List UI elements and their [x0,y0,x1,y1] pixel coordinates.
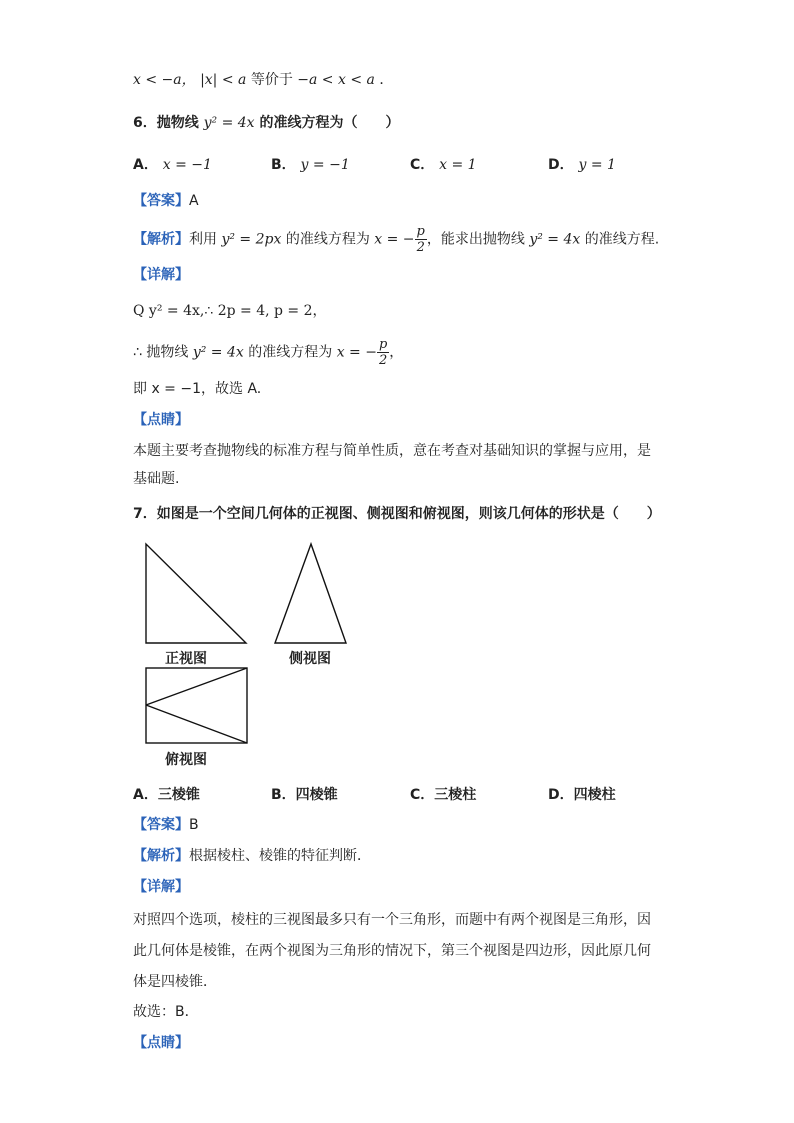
question-number: 6． [133,115,157,131]
question-6-stem [133,113,399,133]
fraction-numerator: p [378,337,388,352]
option-b [271,784,338,804]
detail-tag: 【详解】 [133,267,189,283]
range-inequality: −a < x < a [297,72,375,88]
front-view-triangle [146,544,246,643]
analysis-math: x = − [374,231,415,248]
stem-text: 抛物线 [156,115,199,131]
option-text: y = −1 [300,157,350,173]
answer-line [133,191,199,211]
comment-heading [133,1033,189,1053]
top-view-diagonal-upper [146,668,247,705]
answer-tag: 【答案】 [133,817,189,833]
detail-line-1: Q y² = 4x,∴ 2p = 4, p = 2， [133,303,327,319]
stem-text: 如图是一个空间几何体的正视图、侧视图和俯视图，则该几何体的形状是（ ） [156,506,661,522]
continuation-line [133,70,393,90]
detail-text: 对照四个选项，棱柱的三视图最多只有一个三角形，而题中有两个视图是三角形，因此几何体是棱锥，在两个视图为三角形的情况下，第三个视图是四边形，因此原几何体是四棱锥． [133,912,651,990]
analysis-math: y² = 2px [221,231,282,248]
option-text: 四棱柱 [573,787,616,803]
top-view-rectangle [146,668,247,743]
question-number: 7． [133,506,157,522]
detail-text: ， [389,344,404,361]
analysis-text: 的准线方程. [584,231,660,248]
detail-math: y² = 4x [192,344,244,361]
option-text: x = 1 [439,157,477,173]
fraction-denominator: 2 [378,353,388,368]
detail-heading [133,877,189,897]
option-d [548,154,616,174]
detail-text: 的准线方程为 [248,344,333,361]
detail-line-2 [133,337,403,368]
detail-tag: 【详解】 [133,879,189,895]
fraction-numerator: p [416,224,425,239]
option-letter: A． [133,787,158,803]
front-view-label: 正视图 [165,651,207,667]
option-a [133,784,200,804]
analysis-text: 根据棱柱、棱锥的特征判断． [189,848,371,864]
answer-value: A [189,193,199,209]
analysis-math: y² = 4x [529,231,581,248]
option-letter: B． [271,787,296,803]
option-c [410,784,476,804]
fraction-denominator: 2 [416,240,425,255]
option-letter: C． [410,787,435,803]
option-text: x = −1 [162,157,212,173]
inequality-part: x < −a， [133,72,196,88]
option-letter: C． [410,157,435,173]
analysis-tag: 【解析】 [133,231,189,248]
option-text: 三棱锥 [157,787,200,803]
option-letter: D． [548,157,574,173]
answer-tag: 【答案】 [133,193,189,209]
option-b [271,154,350,174]
analysis-line [133,846,371,866]
fraction-p-over-2 [377,337,389,368]
answer-line [133,815,199,835]
option-letter: D． [548,787,574,803]
comment-tag: 【点睛】 [133,1035,189,1051]
analysis-text: 利用 [189,231,217,248]
equivalent-text: 等价于 [250,72,293,88]
analysis-text: ，能求出抛物线 [426,231,525,248]
option-a [133,154,212,174]
conclusion-line: 故选：B． [133,1004,199,1020]
top-view-diagonal-lower [146,705,247,743]
fraction-p-over-2 [415,224,427,255]
question-7-stem [133,504,661,524]
option-letter: B． [271,157,296,173]
comment-text: 本题主要考查抛物线的标准方程与简单性质，意在考查对基础知识的掌握与应用，是基础题. [133,443,651,487]
side-view-label: 侧视图 [289,651,331,667]
analysis-text: 的准线方程为 [285,231,370,248]
option-text: y = 1 [578,157,616,173]
analysis-tag: 【解析】 [133,848,189,864]
detail-line-3: 即 x = −1，故选 A. [133,381,262,397]
option-text: 四棱锥 [295,787,338,803]
detail-text: ∴ 抛物线 [133,344,189,361]
answer-value: B [189,817,199,833]
option-letter: A． [133,157,158,173]
analysis-line [133,224,659,255]
abs-inequality: |x| < a [200,72,247,88]
detail-heading [133,265,189,285]
detail-math: x = − [336,344,377,361]
option-text: 三棱柱 [434,787,477,803]
comment-tag: 【点睛】 [133,412,189,428]
option-c [410,154,477,174]
side-view-triangle [275,544,346,643]
stem-text-end: 的准线方程为（ ） [259,115,400,131]
comment-heading [133,410,189,430]
top-view-label: 俯视图 [165,752,207,768]
option-d [548,784,616,804]
parabola-equation: y² = 4x [203,115,255,131]
period: ． [379,72,394,88]
